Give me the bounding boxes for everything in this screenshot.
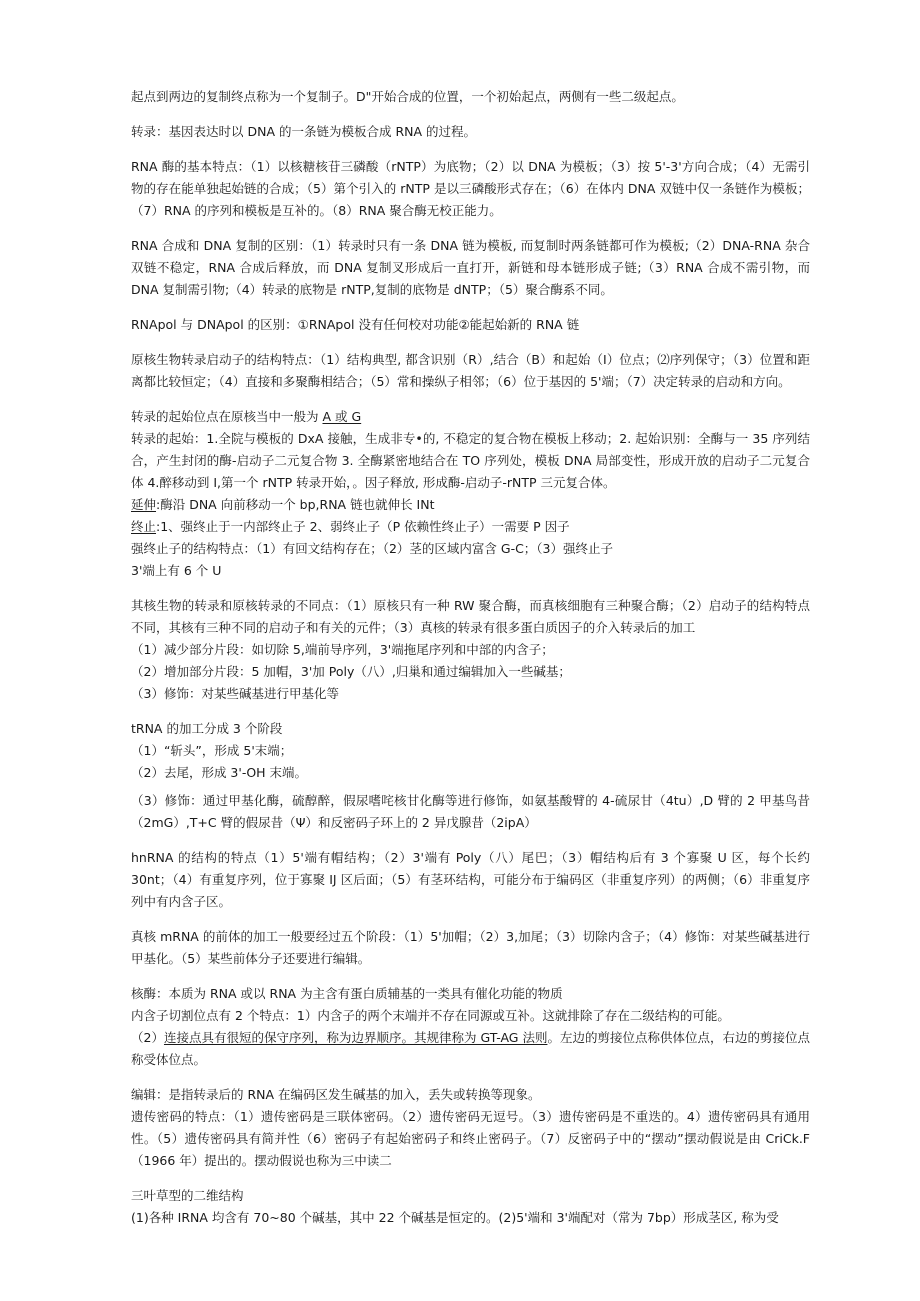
- cloverleaf-description: (1)各种 IRNA 均含有 70~80 个碱基，其中 22 个碱基是恒定的。(2)5'端和 3'端配对（常为 7bp）形成茎区, 称为受: [131, 1210, 779, 1225]
- trna-processing-step-3: （3）修饰：通过甲基化酶，硫醇醉，假尿嗜咤核甘化酶等进行修饰，如氨基酸臂的 4-硫尿甘（4tu）,D 臂的 2 甲基鸟昔（2mG）,T+C 臂的假尿昔（Ψ）和反密码子环上的 2 异戊腺昔（2ipA）: [131, 793, 810, 830]
- cloverleaf-title: 三叶草型的二维结构: [131, 1188, 244, 1203]
- elongation-term: 延伸: [131, 497, 157, 512]
- gt-ag-underlined: 连接点具有很短的保守序列，称为边界顺序。其规律称为 GT-AG 法则: [163, 1030, 548, 1045]
- gt-ag-suffix: 。左边的剪接位点称供体位点，右边的剪接位点称受体位点。: [131, 1030, 810, 1067]
- genetic-code-features: 遗传密码的特点：（1）遗传密码是三联体密码。（2）遗传密码无逗号。（3）遗传密码是不重迭的。4）遗传密码具有通用性。（5）遗传密码具有简并性（6）密码子有起始密码子和终止密码子。（7）反密码子中的“摆动”摆动假说是由 CriCk.F（1966 年）提出的。摆动假说也称为三中读二: [131, 1109, 810, 1168]
- elongation-text: :酶沿 DNA 向前移动一个 bp,RNA 链也就伸长 INt: [156, 497, 435, 512]
- gt-ag-prefix: （2）: [131, 1030, 164, 1045]
- start-site-text: 转录的起始位点在原核当中一般为: [131, 409, 323, 424]
- mrna-precursor-processing: 真核 mRNA 的前体的加工一般要经过五个阶段：（1）5'加帽；（2）3,加尾；（3）切除内含子；（4）修饰：对某些碱基进行甲基化。（5）某些前体分子还要进行编辑。: [131, 929, 810, 966]
- rnapol-dnapol-difference: RNApol 与 DNApol 的区别：①RNApol 没有任何校对功能②能起始新的 RNA 链: [131, 317, 580, 332]
- ribozyme-definition: 核酶：本质为 RNA 或以 RNA 为主含有蛋白质辅基的一类具有催化功能的物质: [131, 986, 563, 1001]
- termination-term: 终止: [131, 519, 157, 534]
- rna-polymerase-features: RNA 酶的基本特点：（1）以核糖核苷三磷酸（rNTP）为底物；（2）以 DNA 为模板；（3）按 5'-3'方向合成；（4）无需引物的存在能单独起始链的合成；（5）第个引入的 rNTP 是以三磷酸形式存在；（6）在体内 DNA 双链中仅一条链作为模板；（7）RNA 的序列和模板是互补的。（8）RNA 聚合酶无校正能力。: [131, 159, 810, 218]
- transcription-start-site: [131, 406, 810, 428]
- start-site-base: A 或 G: [322, 409, 362, 424]
- eukaryotic-transcription-differences: 其核生物的转录和原核转录的不同点：（1）原核只有一种 RW 聚合酶，而真核细胞有三种聚合酶；（2）启动子的结构特点不同，其核有三种不同的启动子和有关的元件；（3）真核的转录有很多蛋白质因子的介入转录后的加工: [131, 598, 810, 635]
- rna-editing-definition: 编辑：是指转录后的 RNA 在编码区发生碱基的加入，丢失或转换等现象。: [131, 1087, 541, 1102]
- intron-splice-site-features: 内含子切割位点有 2 个特点：1）内含子的两个末端并不存在同源或互补。这就排除了存在二级结构的可能。: [131, 1008, 730, 1023]
- trna-processing-step-1: （1）“斩头”，形成 5'末端；: [131, 743, 293, 758]
- rna-dna-synthesis-differences: RNA 合成和 DNA 复制的区别：（1）转录时只有一条 DNA 链为模板, 而复制时两条链都可作为模板;（2）DNA-RNA 杂合双链不稳定，RNA 合成后释放，而 DNA 复制叉形成后一直打开，新链和母本链形成子链;（3）RNA 合成不需引物，而 DNA 复制需引物;（4）转录的底物是 rNTP,复制的底物是 dNTP；（5）聚合酶系不同。: [131, 238, 810, 297]
- elongation-line: [131, 494, 810, 516]
- gt-ag-rule: [131, 1027, 810, 1071]
- strong-terminator-u-tail: 3'端上有 6 个 U: [131, 563, 222, 578]
- strong-terminator-features: 强终止子的结构特点：（1）有回文结构存在；（2）茎的区域内富含 G-C；（3）强终止子: [131, 541, 614, 556]
- transcription-initiation: 转录的起始：1.全院与模板的 DxA 接触，生成非专•的, 不稳定的复合物在模板上移动；2. 起始识别：全酶与一 35 序列结合，产生封闭的酶-启动子二元复合物 3. 全酶紧密地结合在 TO 序列处，模板 DNA 局部变性，形成开放的启动子二元复合体 4.醉移动到 I,第一个 rNTP 转录开始，。因子释放, 形成酶-启动子-rNTP 三元复合体。: [131, 431, 810, 490]
- processing-item-2: （2）增加部分片段：5 加帽，3'加 Poly（八）,归巢和通过编辑加入一些碱基；: [131, 664, 571, 679]
- termination-text: :1、强终止于一内部终止子 2、弱终止子（P 依赖性终止子）一需要 P 因子: [156, 519, 570, 534]
- processing-item-3: （3）修饰：对某些碱基进行甲基化等: [131, 686, 339, 701]
- termination-line: [131, 516, 810, 538]
- prokaryotic-promoter-features: 原核生物转录启动子的结构特点：（1）结构典型, 都含识别（R）,结合（B）和起始（I）位点；⑵序列保守；（3）位置和距离都比较恒定；（4）直接和多聚酶相结合；（5）常和操纵子相邻；（6）位于基因的 5'端；（7）决定转录的启动和方向。: [131, 352, 810, 389]
- hnrna-structure-features: hnRNA 的结构的特点（1）5'端有帽结构；（2）3'端有 Poly（八）尾巴；（3）帽结构后有 3 个寡聚 U 区，每个长约 30nt；（4）有重复序列，位于寡聚 IJ 区后面；（5）有茎环结构，可能分布于编码区（非重复序列）的两侧；（6）非重复序列中有内含子区。: [131, 850, 810, 909]
- transcription-definition: 转录：基因表达时以 DNA 的一条链为模板合成 RNA 的过程。: [131, 124, 477, 139]
- replicon-paragraph: 起点到两边的复制终点称为一个复制子。D"开始合成的位置，一个初始起点，两侧有一些二级起点。: [131, 89, 684, 104]
- trna-processing-title: tRNA 的加工分成 3 个阶段: [131, 721, 283, 736]
- trna-processing-step-2: （2）去尾，形成 3'-OH 末端。: [131, 765, 308, 780]
- processing-item-1: （1）减少部分片段：如切除 5,端前导序列，3'端拖尾序列和中部的内含子；: [131, 642, 554, 657]
